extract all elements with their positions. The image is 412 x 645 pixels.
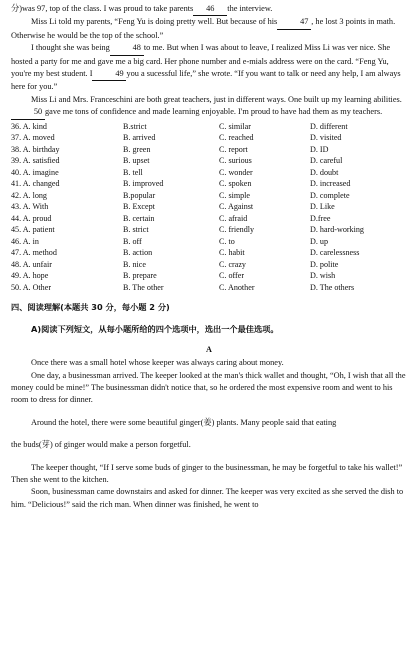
passage-paragraph: Around the hotel, there were some beautiful ginger(姜) plants. Many people said that eating xyxy=(31,417,337,427)
option-b: B. off xyxy=(123,236,142,246)
option-b: B.popular xyxy=(123,190,156,200)
option-a: 44. A. proud xyxy=(11,213,52,223)
option-a: 43. A. With xyxy=(11,202,49,212)
options-table xyxy=(11,121,407,294)
option-c: C. crazy xyxy=(219,259,246,269)
option-d: D. different xyxy=(310,121,348,131)
option-a: 39. A. satisfied xyxy=(11,156,60,166)
option-d: D. careful xyxy=(310,156,343,166)
option-b: B. green xyxy=(123,144,151,154)
paragraph-text: I thought she was being xyxy=(31,43,110,53)
option-d: D. polite xyxy=(310,259,339,269)
passage-label: A xyxy=(206,345,212,355)
option-c: C. similar xyxy=(219,121,251,131)
option-a: 50. A. Other xyxy=(11,282,52,292)
option-c: C. friendly xyxy=(219,225,255,235)
option-b: B. action xyxy=(123,248,153,258)
option-row xyxy=(11,167,407,179)
option-d: D. increased xyxy=(310,179,351,189)
paragraph-text: the interview. xyxy=(227,4,273,13)
option-a: 47. A. method xyxy=(11,248,57,258)
option-a: 41. A. changed xyxy=(11,179,60,189)
option-a: 46. A. in xyxy=(11,236,39,246)
option-b: B. tell xyxy=(123,167,143,177)
option-d: D. hard-working xyxy=(310,225,364,235)
option-a: 37. A. moved xyxy=(11,133,55,143)
blank-46: 46 xyxy=(193,3,227,16)
option-b: B. certain xyxy=(123,213,155,223)
option-b: B. improved xyxy=(123,179,164,189)
option-row xyxy=(11,121,407,133)
passage-paragraph: One day, a businessman arrived. The keeper looked at the man's thick wallet and thought, “Oh, I wish that all the money could be mine!” The businessman didn't notice that, so he ordered the most expensive room and went to his room to dress for dinner. xyxy=(11,370,406,405)
option-row xyxy=(11,201,407,213)
option-d: D. complete xyxy=(310,190,350,200)
passage-paragraph xyxy=(11,16,407,42)
option-d: D. visited xyxy=(310,133,342,143)
option-a: 38. A. birthday xyxy=(11,144,60,154)
passage-paragraph xyxy=(11,3,407,16)
passage-paragraph: The keeper thought, “If I serve some buds of ginger to the businessman, he may be forgetful to take his wallet!” Then she went to the kitchen. xyxy=(11,462,403,484)
option-b: B. Except xyxy=(123,202,155,212)
option-d: D. Like xyxy=(310,202,335,212)
option-row xyxy=(11,213,407,225)
blank-47: 47 xyxy=(277,16,311,29)
option-d: D. carelessness xyxy=(310,248,360,258)
option-c: C. to xyxy=(219,236,235,246)
option-c: C. afraid xyxy=(219,213,248,223)
option-d: D.free xyxy=(310,213,331,223)
option-d: D. ID xyxy=(310,144,329,154)
option-row xyxy=(11,144,407,156)
option-d: D. wish xyxy=(310,271,336,281)
paragraph-text: 分)was 97, top of the class. I was proud to take parents xyxy=(11,4,194,13)
blank-50: 50 xyxy=(11,106,45,119)
option-row xyxy=(11,247,407,259)
option-c: C. Against xyxy=(219,202,254,212)
option-c: C. reached xyxy=(219,133,254,143)
option-c: C. wonder xyxy=(219,167,253,177)
passage-paragraph xyxy=(11,42,407,94)
paragraph-text: , he lost 3 points in math. Otherwise he would be the top of the school.” xyxy=(11,17,396,40)
option-a: 40. A. imagine xyxy=(11,167,59,177)
option-a: 36. A. kind xyxy=(11,121,47,131)
paragraph-text: Miss Li told my parents, “Feng Yu is doing pretty well. But because of his xyxy=(31,17,278,27)
option-row xyxy=(11,132,407,144)
option-a: 49. A. hope xyxy=(11,271,49,281)
paragraph-text: Miss Li and Mrs. Franceschini are both great teachers, just in different ways. One built up my learning abilities. xyxy=(31,94,402,104)
option-a: 45. A. patient xyxy=(11,225,55,235)
option-b: B. The other xyxy=(123,282,164,292)
option-c: C. offer xyxy=(219,271,245,281)
option-row xyxy=(11,282,407,294)
option-c: C. spoken xyxy=(219,179,252,189)
section-instructions: A)阅读下列短文，从每小题所给的四个选项中，选出一个最佳选项。 xyxy=(31,324,279,335)
option-row xyxy=(11,190,407,202)
paragraph-text: to me. But when I was about to leave, I realized Miss Li was ver nice. She hosted a party for me and gave me a big card. Her phone number and e-mials address were on the card. “Feng Yu, you're my best student. I xyxy=(11,43,391,79)
option-d: D. doubt xyxy=(310,167,339,177)
passage-paragraph: Soon, businessman came downstairs and asked for dinner. The keeper was very excited as she served the dish to him. “Delicious!” said the rich man. When dinner was finished, he went to xyxy=(11,487,404,509)
option-c: C. surious xyxy=(219,156,252,166)
option-c: C. habit xyxy=(219,248,245,258)
option-row xyxy=(11,236,407,248)
option-b: B. nice xyxy=(123,259,146,269)
option-row xyxy=(11,155,407,167)
option-b: B.strict xyxy=(123,121,147,131)
passage-paragraph xyxy=(11,94,407,120)
passage-paragraph: the buds(芽) of ginger would make a person forgetful. xyxy=(11,440,191,450)
option-c: C. simple xyxy=(219,190,251,200)
option-b: B. prepare xyxy=(123,271,157,281)
section-title: 四、阅读理解(本题共 30 分，每小题 2 分) xyxy=(11,302,170,313)
option-d: D. up xyxy=(310,236,328,246)
option-row xyxy=(11,224,407,236)
option-a: 48. A. unfair xyxy=(11,259,52,269)
option-c: C. report xyxy=(219,144,248,154)
option-row xyxy=(11,259,407,271)
option-b: B. upset xyxy=(123,156,150,166)
option-row xyxy=(11,270,407,282)
blank-49: 49 xyxy=(92,68,126,81)
option-a: 42. A. long xyxy=(11,190,47,200)
option-c: C. Another xyxy=(219,282,255,292)
blank-48: 48 xyxy=(110,42,144,55)
option-b: B. strict xyxy=(123,225,149,235)
option-d: D. The others xyxy=(310,282,355,292)
passage-paragraph: Once there was a small hotel whose keeper was always caring about money. xyxy=(31,358,284,368)
paragraph-text: you a sucessful life,” she wrote. “If you want to talk or need any help, I am always here for you.” xyxy=(11,69,401,92)
option-b: B. arrived xyxy=(123,133,156,143)
option-row xyxy=(11,178,407,190)
paragraph-text: gave me tons of confidence and made learning enjoyable. I'm proud to have had them as my teachers. xyxy=(45,107,383,117)
